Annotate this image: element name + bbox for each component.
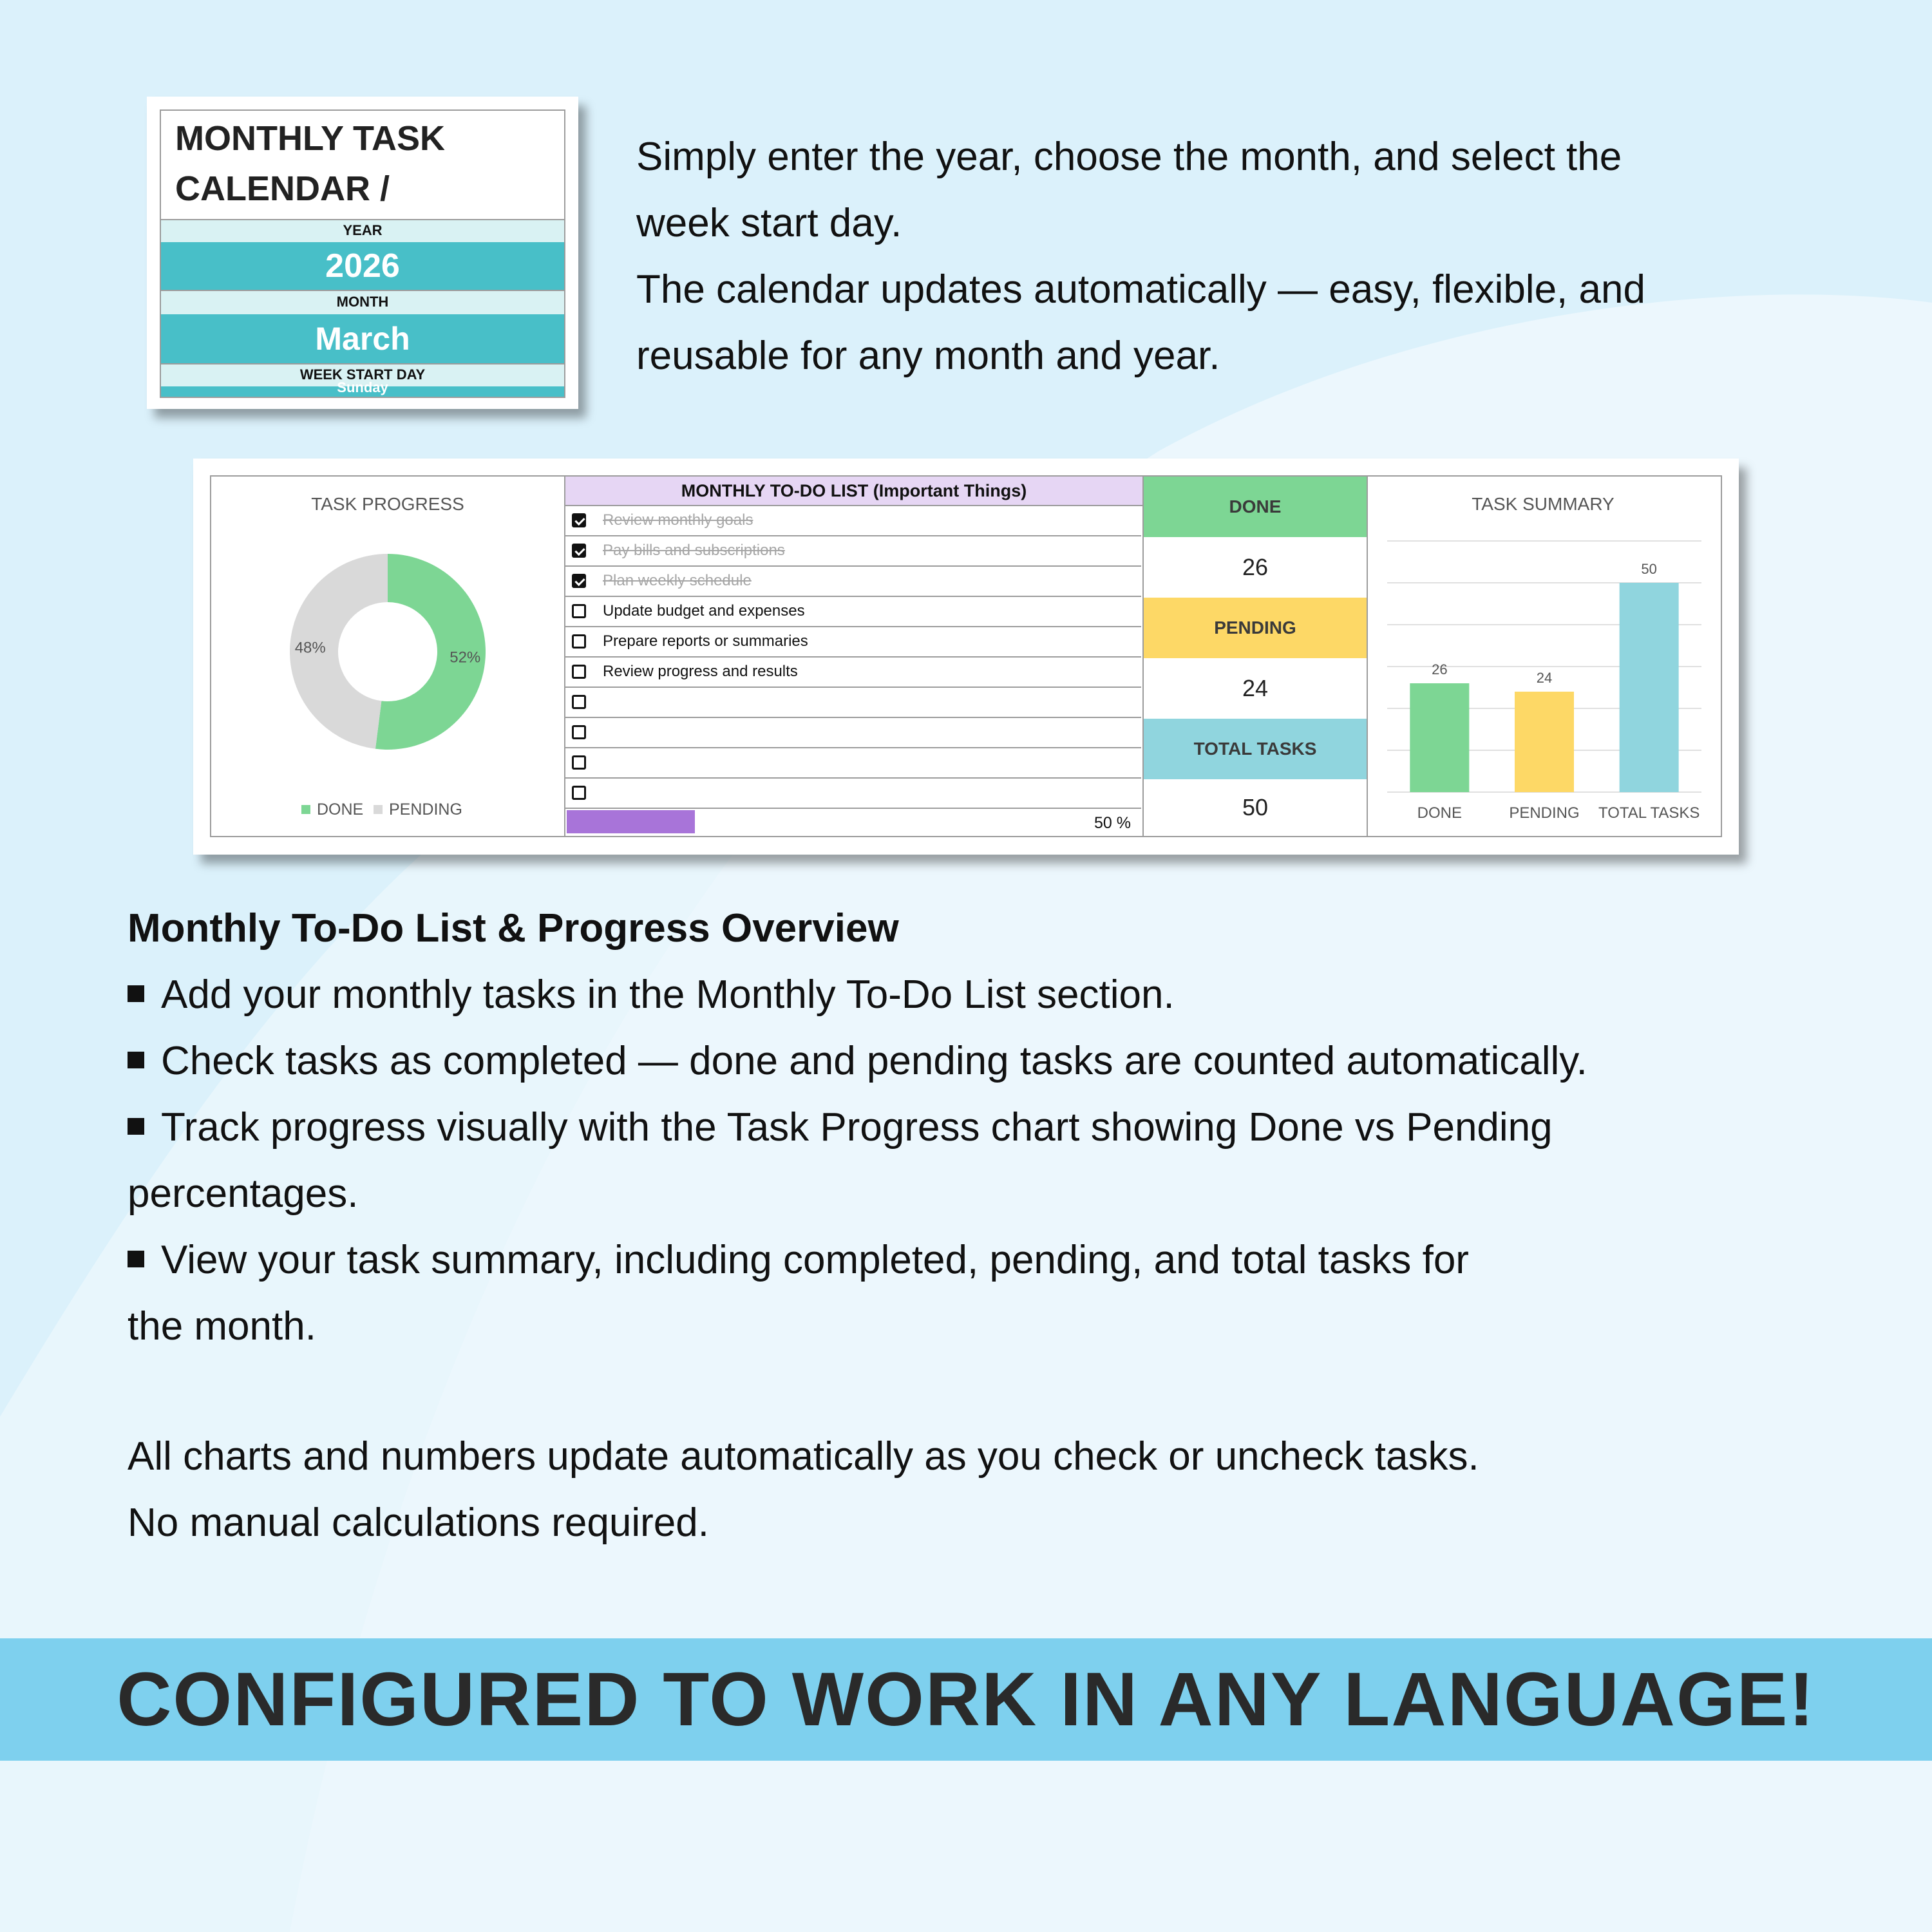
checkbox-unchecked[interactable] (572, 786, 586, 800)
checkbox-unchecked[interactable] (572, 725, 586, 739)
overview-bullet-3 (128, 1094, 1866, 1160)
checkbox-unchecked[interactable] (572, 695, 586, 709)
overview-bullet-4 (128, 1227, 1866, 1293)
overview-bullet-4-cont: the month. (128, 1304, 316, 1349)
year-field[interactable]: 2026 (161, 242, 564, 290)
intro-line-4: reusable for any month and year. (636, 334, 1220, 378)
year-label: YEAR (161, 219, 564, 242)
overview-section (128, 895, 1866, 1359)
todo-progress-bar-fill (567, 810, 695, 833)
bullet-3-text: Track progress visually with the Task Progress chart showing Done vs Pending (161, 1105, 1553, 1150)
bar-total-tasks (1620, 583, 1679, 792)
intro-line-2: week start day. (636, 201, 902, 245)
bar-data-label: 50 (1641, 561, 1657, 577)
task-summary-panel (1368, 477, 1721, 836)
checkbox-unchecked[interactable] (572, 634, 586, 649)
todo-row (565, 506, 1141, 536)
planner-title-line2: CALENDAR / (175, 169, 390, 208)
donut-data-label: 52% (450, 649, 481, 667)
overview-bullet-2 (128, 1028, 1866, 1094)
todo-row (565, 779, 1141, 809)
intro-line-1: Simply enter the year, choose the month, and select the (636, 135, 1622, 179)
checkbox-unchecked[interactable] (572, 755, 586, 770)
week-start-select[interactable] (161, 379, 564, 397)
closing-text (128, 1423, 1866, 1556)
todo-row (565, 536, 1141, 567)
language-banner (0, 1638, 1932, 1761)
task-progress-panel (211, 477, 565, 836)
closing-line-2: No manual calculations required. (128, 1501, 709, 1545)
bars-group (1410, 561, 1700, 822)
legend-swatch-done (301, 805, 310, 814)
month-label: MONTH (161, 290, 564, 314)
bullet-2-text: Check tasks as completed — done and pending tasks are counted automatically. (161, 1039, 1587, 1083)
closing-line-1: All charts and numbers update automatically as you check or uncheck tasks. (128, 1434, 1479, 1479)
bar-data-label: 24 (1536, 670, 1553, 686)
donut-data-label: 48% (294, 639, 326, 657)
overview-bullet-1 (128, 961, 1866, 1028)
checkbox-unchecked[interactable] (572, 665, 586, 679)
todo-task-text[interactable]: Plan weekly schedule (603, 572, 752, 589)
donut-group (290, 554, 486, 750)
dashboard-card (193, 459, 1739, 855)
total-tasks-label: TOTAL TASKS (1144, 719, 1367, 779)
bullet-square-icon (128, 985, 144, 1002)
month-select[interactable]: March (161, 314, 564, 363)
pending-label: PENDING (1144, 598, 1367, 658)
task-progress-title: TASK PROGRESS (311, 494, 464, 514)
todo-row (565, 718, 1141, 748)
bullet-square-icon (128, 1118, 144, 1135)
todo-progress-bar-row (565, 809, 1142, 836)
legend-label-done: DONE (317, 800, 364, 819)
todo-list-panel (565, 477, 1144, 836)
todo-row (565, 627, 1141, 658)
todo-row (565, 688, 1141, 718)
todo-task-text[interactable]: Pay bills and subscriptions (603, 542, 785, 559)
task-progress-chart (211, 477, 564, 836)
checkbox-checked[interactable] (572, 574, 586, 588)
bullet-square-icon (128, 1052, 144, 1068)
checkbox-checked[interactable] (572, 513, 586, 527)
planner-settings-panel (160, 109, 565, 398)
stats-column (1144, 477, 1368, 836)
pending-count: 24 (1144, 658, 1367, 719)
checkbox-checked[interactable] (572, 544, 586, 558)
todo-row (565, 658, 1141, 688)
todo-progress-percent: 50 % (1094, 814, 1131, 832)
banner-text: CONFIGURED TO WORK IN ANY LANGUAGE! (117, 1657, 1815, 1742)
overview-heading: Monthly To-Do List & Progress Overview (128, 906, 899, 951)
checkbox-unchecked[interactable] (572, 604, 586, 618)
task-summary-chart (1368, 477, 1721, 836)
bullet-1-text: Add your monthly tasks in the Monthly To-Do List section. (161, 972, 1175, 1017)
planner-settings-card (147, 97, 578, 409)
bar-done (1410, 683, 1469, 792)
bullet-square-icon (128, 1251, 144, 1267)
todo-task-text[interactable]: Prepare reports or summaries (603, 632, 808, 650)
legend-swatch-pending (374, 805, 383, 814)
donut-legend (301, 800, 462, 819)
week-start-label: WEEK START DAY (161, 363, 564, 386)
todo-task-text[interactable]: Update budget and expenses (603, 602, 805, 620)
task-summary-title: TASK SUMMARY (1472, 494, 1615, 514)
overview-bullet-3-cont: percentages. (128, 1171, 359, 1216)
intro-line-3: The calendar updates automatically — easy, flexible, and (636, 267, 1645, 312)
legend-label-pending: PENDING (389, 800, 462, 819)
bullet-4-text: View your task summary, including completed, pending, and total tasks for (161, 1238, 1469, 1282)
todo-task-text[interactable]: Review progress and results (603, 663, 798, 680)
todo-row (565, 748, 1141, 779)
done-label: DONE (1144, 477, 1367, 537)
bar-pending (1515, 692, 1574, 792)
bar-category-label: PENDING (1509, 804, 1580, 822)
bar-data-label: 26 (1432, 661, 1448, 677)
week-start-value: Sunday (337, 379, 388, 395)
intro-text (636, 124, 1873, 389)
bar-category-label: DONE (1417, 804, 1463, 822)
planner-title-line1: MONTHLY TASK (175, 119, 446, 158)
todo-row (565, 567, 1141, 597)
total-tasks-count: 50 (1144, 779, 1367, 836)
done-count: 26 (1144, 537, 1367, 598)
todo-task-text[interactable]: Review monthly goals (603, 511, 753, 529)
todo-list-header: MONTHLY TO-DO LIST (Important Things) (565, 477, 1142, 506)
dashboard-panel (210, 475, 1722, 837)
bar-category-label: TOTAL TASKS (1598, 804, 1700, 822)
todo-row (565, 597, 1141, 627)
